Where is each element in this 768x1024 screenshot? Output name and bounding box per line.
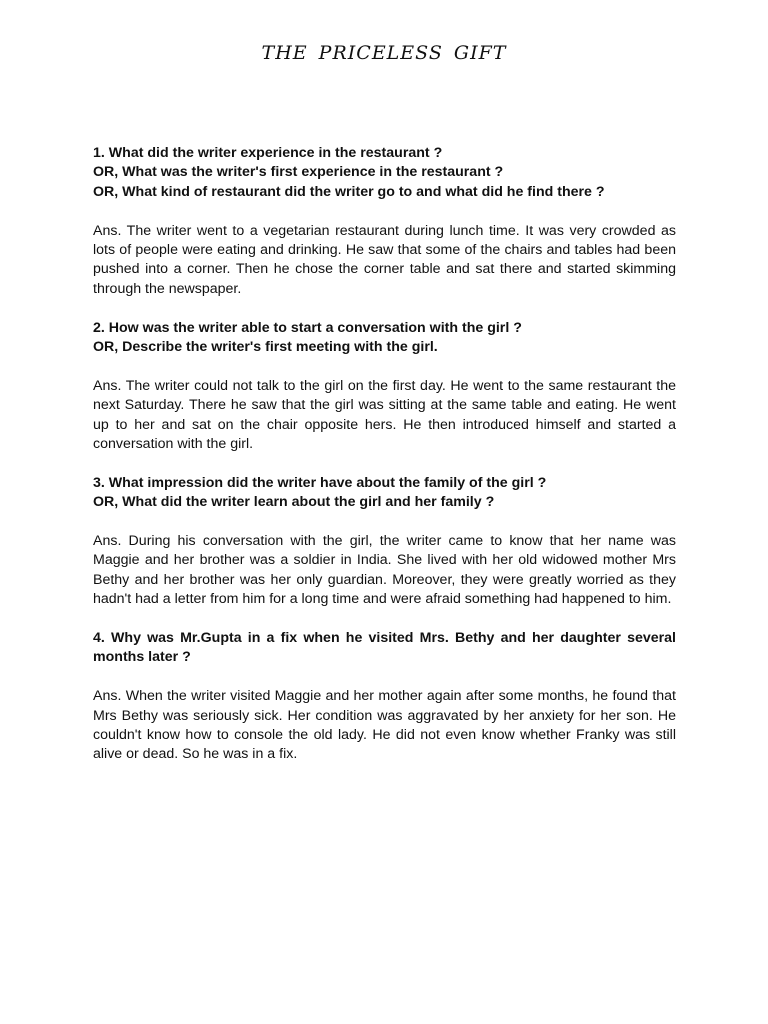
answer-1: Ans. The writer went to a vegetarian restaurant during lunch time. It was very crowded as lots of people were eating and drinking. He saw that some of the chairs and tables had been pushed into a corner. Then he chose the corner table and sat there and started skimming through the newspaper.: [93, 222, 676, 297]
question-line: OR, What was the writer's first experience in the restaurant ?: [93, 164, 504, 181]
answer-3: Ans. During his conversation with the girl, the writer came to know that her name was Maggie and her brother was a soldier in India. She lived with her old widowed mother Mrs Bethy and her brother was her only guardian. Moreover, they were greatly worried as they hadn't had a letter from him for a long time and were afraid something had happened to him.: [93, 533, 676, 608]
question-2: [93, 319, 676, 358]
question-line: OR, What kind of restaurant did the writer go to and what did he find there ?: [93, 183, 605, 200]
question-line: 1. What did the writer experience in the restaurant ?: [93, 145, 443, 161]
question-line: 4. Why was Mr.Gupta in a fix when he visited Mrs. Bethy and her daughter several months later ?: [93, 630, 676, 666]
question-line: OR, Describe the writer's first meeting with the girl.: [93, 339, 438, 356]
answer-4: Ans. When the writer visited Maggie and her mother again after some months, he found that Mrs Bethy was seriously sick. Her condition was aggravated by her anxiety for her son. He couldn't know how to console the old lady. He did not even know whether Franky was still alive or dead. So he was in a fix.: [93, 688, 676, 763]
question-1: [93, 144, 676, 202]
question-line: 2. How was the writer able to start a conversation with the girl ?: [93, 319, 522, 336]
document-body: [93, 144, 676, 784]
document-title: THE PRICELESS GIFT: [261, 42, 507, 64]
answer-2: Ans. The writer could not talk to the girl on the first day. He went to the same restaurant the next Saturday. There he saw that the girl was sitting at the same table and eating. He went up to her and sat on the chair opposite hers. He then introduced himself and started a conversation with the girl.: [93, 377, 676, 453]
question-3: [93, 474, 676, 513]
question-4: [93, 629, 676, 668]
question-line: 3. What impression did the writer have about the family of the girl ?: [93, 474, 547, 491]
question-line: OR, What did the writer learn about the girl and her family ?: [93, 494, 495, 511]
